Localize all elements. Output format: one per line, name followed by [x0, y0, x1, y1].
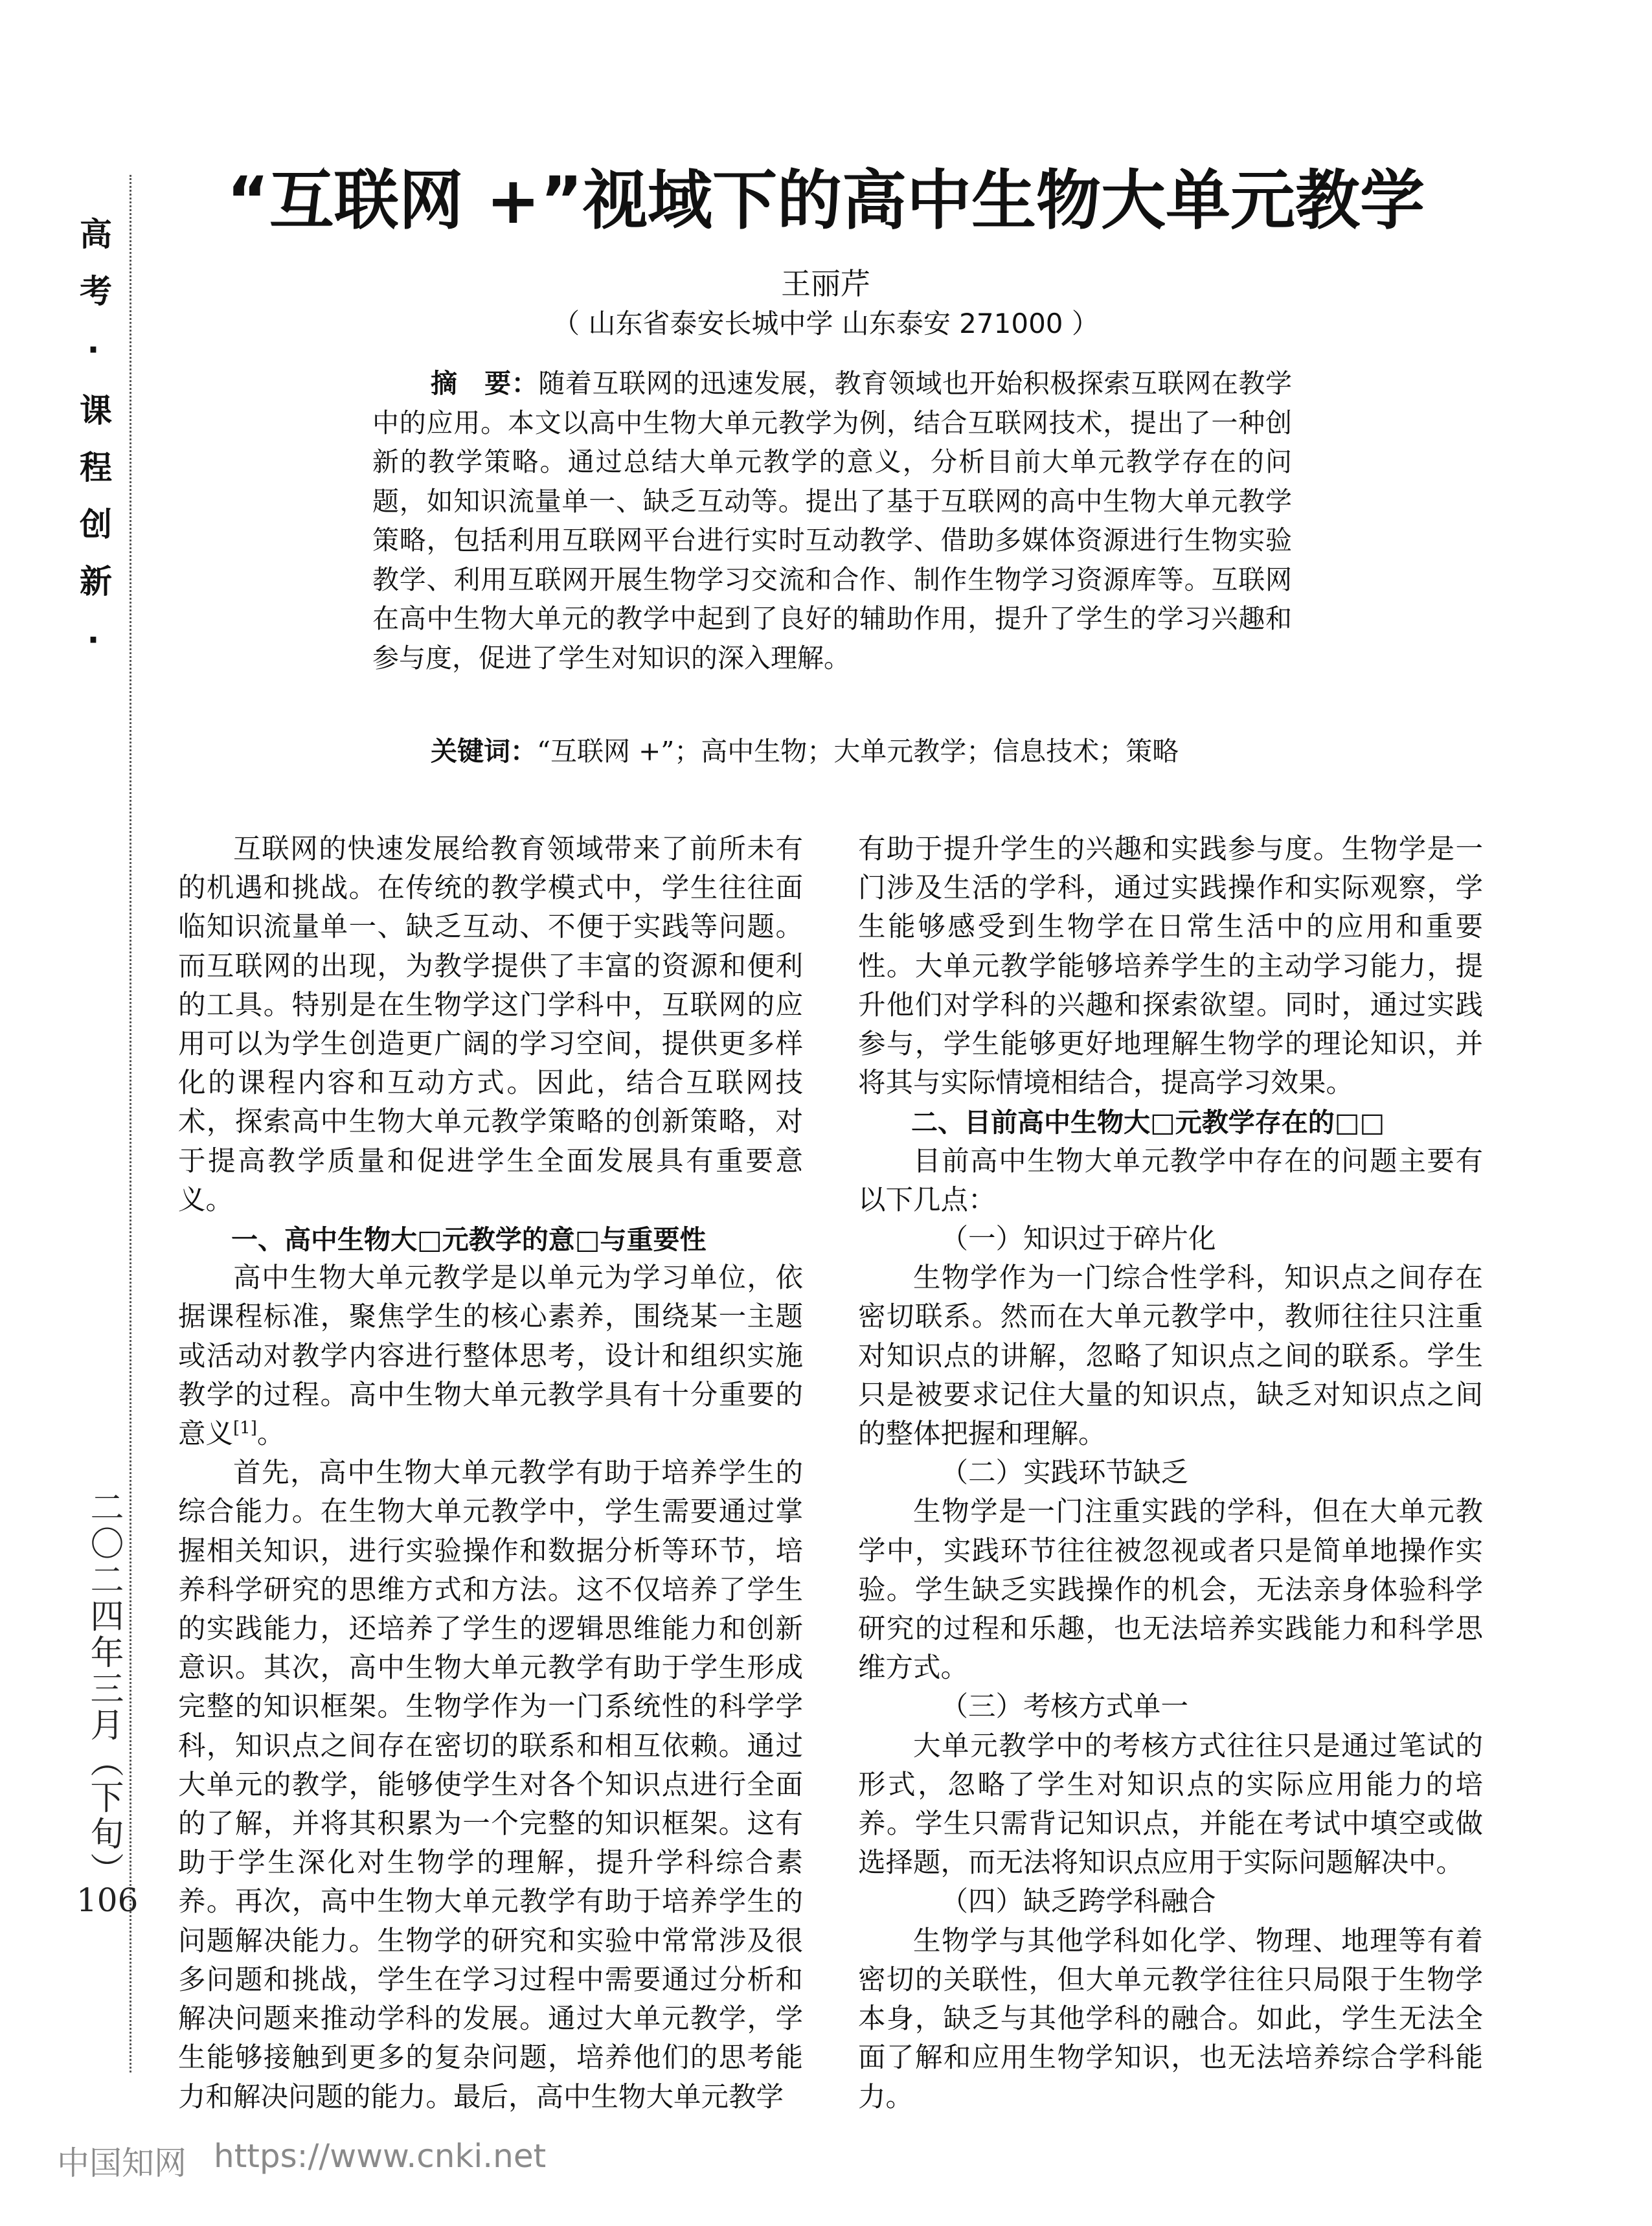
margin-divider [130, 175, 131, 2073]
paragraph-text: 高中生物大单元教学是以单元为学习单位，依据课程标准，聚焦学生的核心素养，围绕某一主题或活动对教学内容进行整体思考，设计和组织实施教学的过程。高中生物大单元教学具有十分重要的意义 [178, 1262, 803, 1451]
subheading-2: （二）实践环节缺乏 [940, 1457, 1189, 1490]
body-paragraph: 大单元教学中的考核方式往往只是通过笔试的形式，忽略了学生对知识点的实际应用能力的培养。学生只需背记知识点，并能在考试中填空或做选择题，而无法将知识点应用于实际问题解决中。 [858, 1730, 1483, 1880]
column-label: 高考·课程创新· [74, 217, 112, 683]
body-paragraph [178, 1259, 803, 1454]
body-column-left [178, 830, 803, 2117]
keywords [372, 732, 1292, 771]
body-paragraph: 目前高中生物大单元教学中存在的问题主要有以下几点： [858, 1145, 1483, 1216]
issue-date: 二〇二四年三月（下旬） [84, 1490, 123, 1889]
abstract [372, 364, 1292, 677]
abstract-text: 随着互联网的迅速发展，教育领域也开始积极探索互联网在教学中的应用。本文以高中生物大单元教学为例，结合互联网技术，提出了一种创新的教学策略。通过总结大单元教学的意义，分析目前大单元教学存在的问题，如知识流量单一、缺乏互动等。提出了基于互联网的高中生物大单元教学策略，包括利用互联网平台进行实时互动教学、借助多媒体资源进行生物实验教学、利用互联网开展生物学习交流和合作、制作生物学习资源库等。互联网在高中生物大单元的教学中起到了良好的辅助作用，提升了学生的学习兴趣和参与度，促进了学生对知识的深入理解。 [372, 368, 1293, 674]
keywords-text: “互联网 +”；高中生物；大单元教学；信息技术；策略 [537, 736, 1179, 767]
author-affiliation: （ 山东省泰安长城中学 山东泰安 271000 ） [552, 308, 1099, 339]
subheading-4: （四）缺乏跨学科融合 [940, 1886, 1216, 1918]
body-paragraph-continued: 有助于提升学生的兴趣和实践参与度。生物学是一门涉及生活的学科，通过实践操作和实际观察，学生能够感受到生物学在日常生活中的应用和重要性。大单元教学能够培养学生的主动学习能力，提升他们对学科的兴趣和探索欲望。同时，通过实践参与，学生能够更好地理解生物学的理论知识，并将其与实际情境相结合，提高学习效果。 [858, 834, 1483, 1100]
citation-marker[interactable]: [1] [233, 1418, 257, 1438]
subheading-1: （一）知识过于碎片化 [940, 1223, 1216, 1256]
margin-strip [0, 0, 139, 2226]
article-title: “互联网 +”视域下的高中生物大单元教学 [226, 163, 1425, 238]
section-heading-1: 一、高中生物大□元教学的意□与重要性 [231, 1224, 707, 1256]
page-number: 106 [76, 1881, 139, 1919]
body-paragraph: 生物学作为一门综合性学科，知识点之间存在密切联系。然而在大单元教学中，教师往往只注重对知识点的讲解，忽略了知识点之间的联系。学生只是被要求记住大量的知识点，缺乏对知识点之间的整体把握和理解。 [858, 1262, 1483, 1451]
body-paragraph: 首先，高中生物大单元教学有助于培养学生的综合能力。在生物大单元教学中，学生需要通过掌握相关知识，进行实验操作和数据分析等环节，培养科学研究的思维方式和方法。这不仅培养了学生的实践能力，还培养了学生的逻辑思维能力和创新意识。其次，高中生物大单元教学有助于学生形成完整的知识框架。生物学作为一门系统性的科学学科，知识点之间存在密切的联系和相互依赖。通过大单元的教学，能够使学生对各个知识点进行全面的了解，并将其积累为一个完整的知识框架。这有助于学生深化对生物学的理解，提升学科综合素养。再次，高中生物大单元教学有助于培养学生的问题解决能力。生物学的研究和实验中常常涉及很多问题和挑战，学生在学习过程中需要通过分析和解决问题来推动学科的发展。通过大单元教学，学生能够接触到更多的复杂问题，培养他们的思考能力和解决问题的能力。最后，高中生物大单元教学 [178, 1457, 803, 2113]
section-heading-2: 二、目前高中生物大□元教学存在的□□ [911, 1107, 1385, 1139]
cnki-url[interactable]: https://www.cnki.net [214, 2137, 547, 2175]
body-paragraph: 生物学是一门注重实践的学科，但在大单元教学中，实践环节往往被忽视或者只是简单地操作实验。学生缺乏实践操作的机会，无法亲身体验科学研究的过程和乐趣，也无法培养实践能力和科学思维方式。 [858, 1496, 1483, 1685]
keywords-label: 关键词： [431, 736, 537, 767]
paragraph-end: 。 [256, 1418, 285, 1451]
subheading-3: （三）考核方式单一 [940, 1691, 1189, 1723]
body-column-right [858, 830, 1483, 2117]
intro-paragraph: 互联网的快速发展给教育领域带来了前所未有的机遇和挑战。在传统的教学模式中，学生往往面临知识流量单一、缺乏互动、不便于实践等问题。而互联网的出现，为教学提供了丰富的资源和便利的工具。特别是在生物学这门学科中，互联网的应用可以为学生创造更广阔的学习空间，提供更多样化的课程内容和互动方式。因此，结合互联网技术，探索高中生物大单元教学策略的创新策略，对于提高教学质量和促进学生全面发展具有重要意义。 [178, 834, 803, 1216]
abstract-label: 摘 要： [431, 368, 539, 399]
cnki-logo: 中国知网 [57, 2144, 187, 2182]
body-paragraph: 生物学与其他学科如化学、物理、地理等有着密切的关联性，但大单元教学往往只局限于生物学本身，缺乏与其他学科的融合。如此，学生无法全面了解和应用生物学知识，也无法培养综合学科能力。 [858, 1925, 1483, 2113]
author-name: 王丽芹 [781, 266, 870, 301]
